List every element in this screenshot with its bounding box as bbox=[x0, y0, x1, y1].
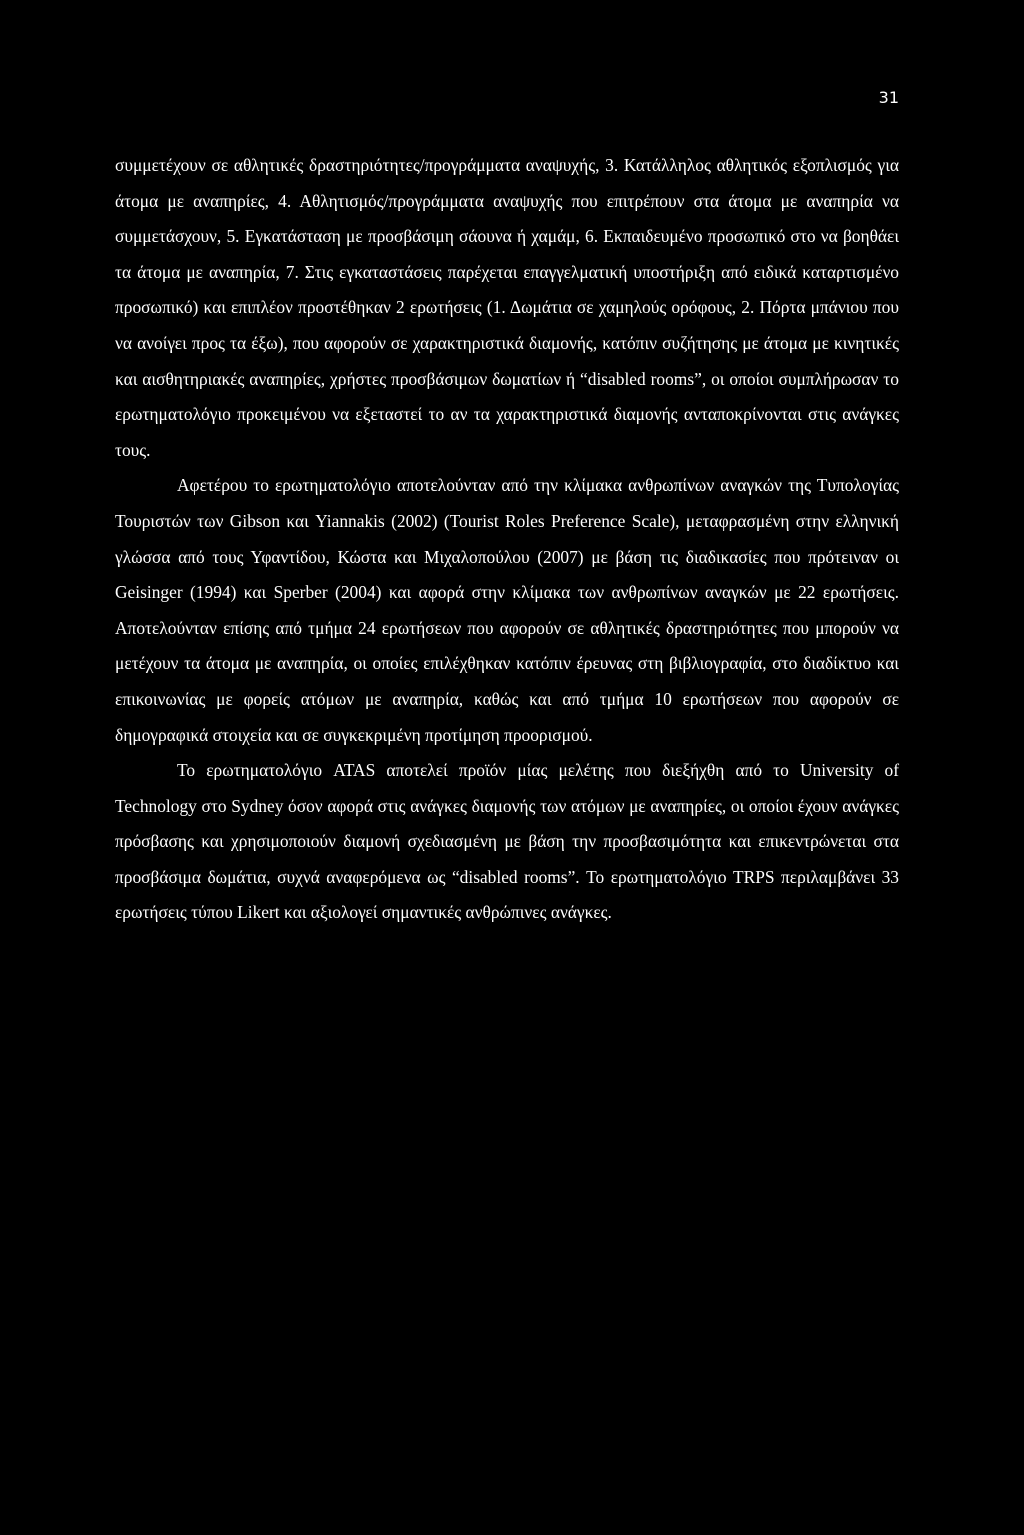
paragraph-continuation: συμμετέχουν σε αθλητικές δραστηριότητες/προγράμματα αναψυχής, 3. Κατάλληλος αθλητικός εξοπλισμός για άτομα με αναπηρίες, 4. Αθλητισμός/προγράμματα αναψυχής που επιτρέπουν στα άτομα με αναπηρία να συμμετάσχουν, 5. Εγκατάσταση με προσβάσιμη σάουνα ή χαμάμ, 6. Εκπαιδευμένο προσωπικό στο να βοηθάει τα άτομα με αναπηρία, 7. Στις εγκαταστάσεις παρέχεται επαγγελματική υποστήριξη από ειδικά καταρτισμένο προσωπικό) και επιπλέον προστέθηκαν 2 ερωτήσεις (1. Δωμάτια σε χαμηλούς ορόφους, 2. Πόρτα μπάνιου που να ανοίγει προς τα έξω), που αφορούν σε χαρακτηριστικά διαμονής, κατόπιν συζήτησης με άτομα με κινητικές και αισθητηριακές αναπηρίες, χρήστες προσβάσιμων δωματίων ή “disabled rooms”, οι οποίοι συμπλήρωσαν το ερωτηματολόγιο προκειμένου να εξεταστεί το αν τα χαρακτηριστικά διαμονής ανταποκρίνονται στις ανάγκες τους. bbox=[115, 155, 899, 460]
page-number: 31 bbox=[878, 88, 899, 107]
paragraph-atas-questionnaire: Το ερωτηματολόγιο ATAS αποτελεί προϊόν μίας μελέτης που διεξήχθη από το University of Technology στο Sydney όσον αφορά στις ανάγκες διαμονής των ατόμων με αναπηρίες, οι οποίοι έχουν ανάγκες πρόσβασης και χρησιμοποιούν διαμονή σχεδιασμένη με βάση την προσβασιμότητα και επικεντρώνεται στα προσβάσιμα δωμάτια, συχνά αναφερόμενα ως “disabled rooms”. Το ερωτηματολόγιο TRPS περιλαμβάνει 33 ερωτήσεις τύπου Likert και αξιολογεί σημαντικές ανθρώπινες ανάγκες. bbox=[115, 760, 899, 923]
paragraph-questionnaire-scales: Αφετέρου το ερωτηματολόγιο αποτελούνταν από την κλίμακα ανθρωπίνων αναγκών της Τυπολογίας Τουριστών των Gibson και Yiannakis (2002) (Tourist Roles Preference Scale), μεταφρασμένη στην ελληνική γλώσσα από τους Υφαντίδου, Κώστα και Μιχαλοπούλου (2007) με βάση τις διαδικασίες που πρότειναν οι Geisinger (1994) και Sperber (2004) και αφορά στην κλίμακα των ανθρωπίνων αναγκών με 22 ερωτήσεις. Αποτελούνταν επίσης από τμήμα 24 ερωτήσεων που αφορούν σε αθλητικές δραστηριότητες που μπορούν να μετέχουν τα άτομα με αναπηρία, οι οποίες επιλέχθηκαν κατόπιν έρευνας στη βιβλιογραφία, στο διαδίκτυο και επικοινωνίας με φορείς ατόμων με αναπηρία, καθώς και από τμήμα 10 ερωτήσεων που αφορούν σε δημογραφικά στοιχεία και σε συγκεκριμένη προτίμηση προορισμού. bbox=[115, 475, 899, 745]
body-text bbox=[115, 148, 899, 931]
